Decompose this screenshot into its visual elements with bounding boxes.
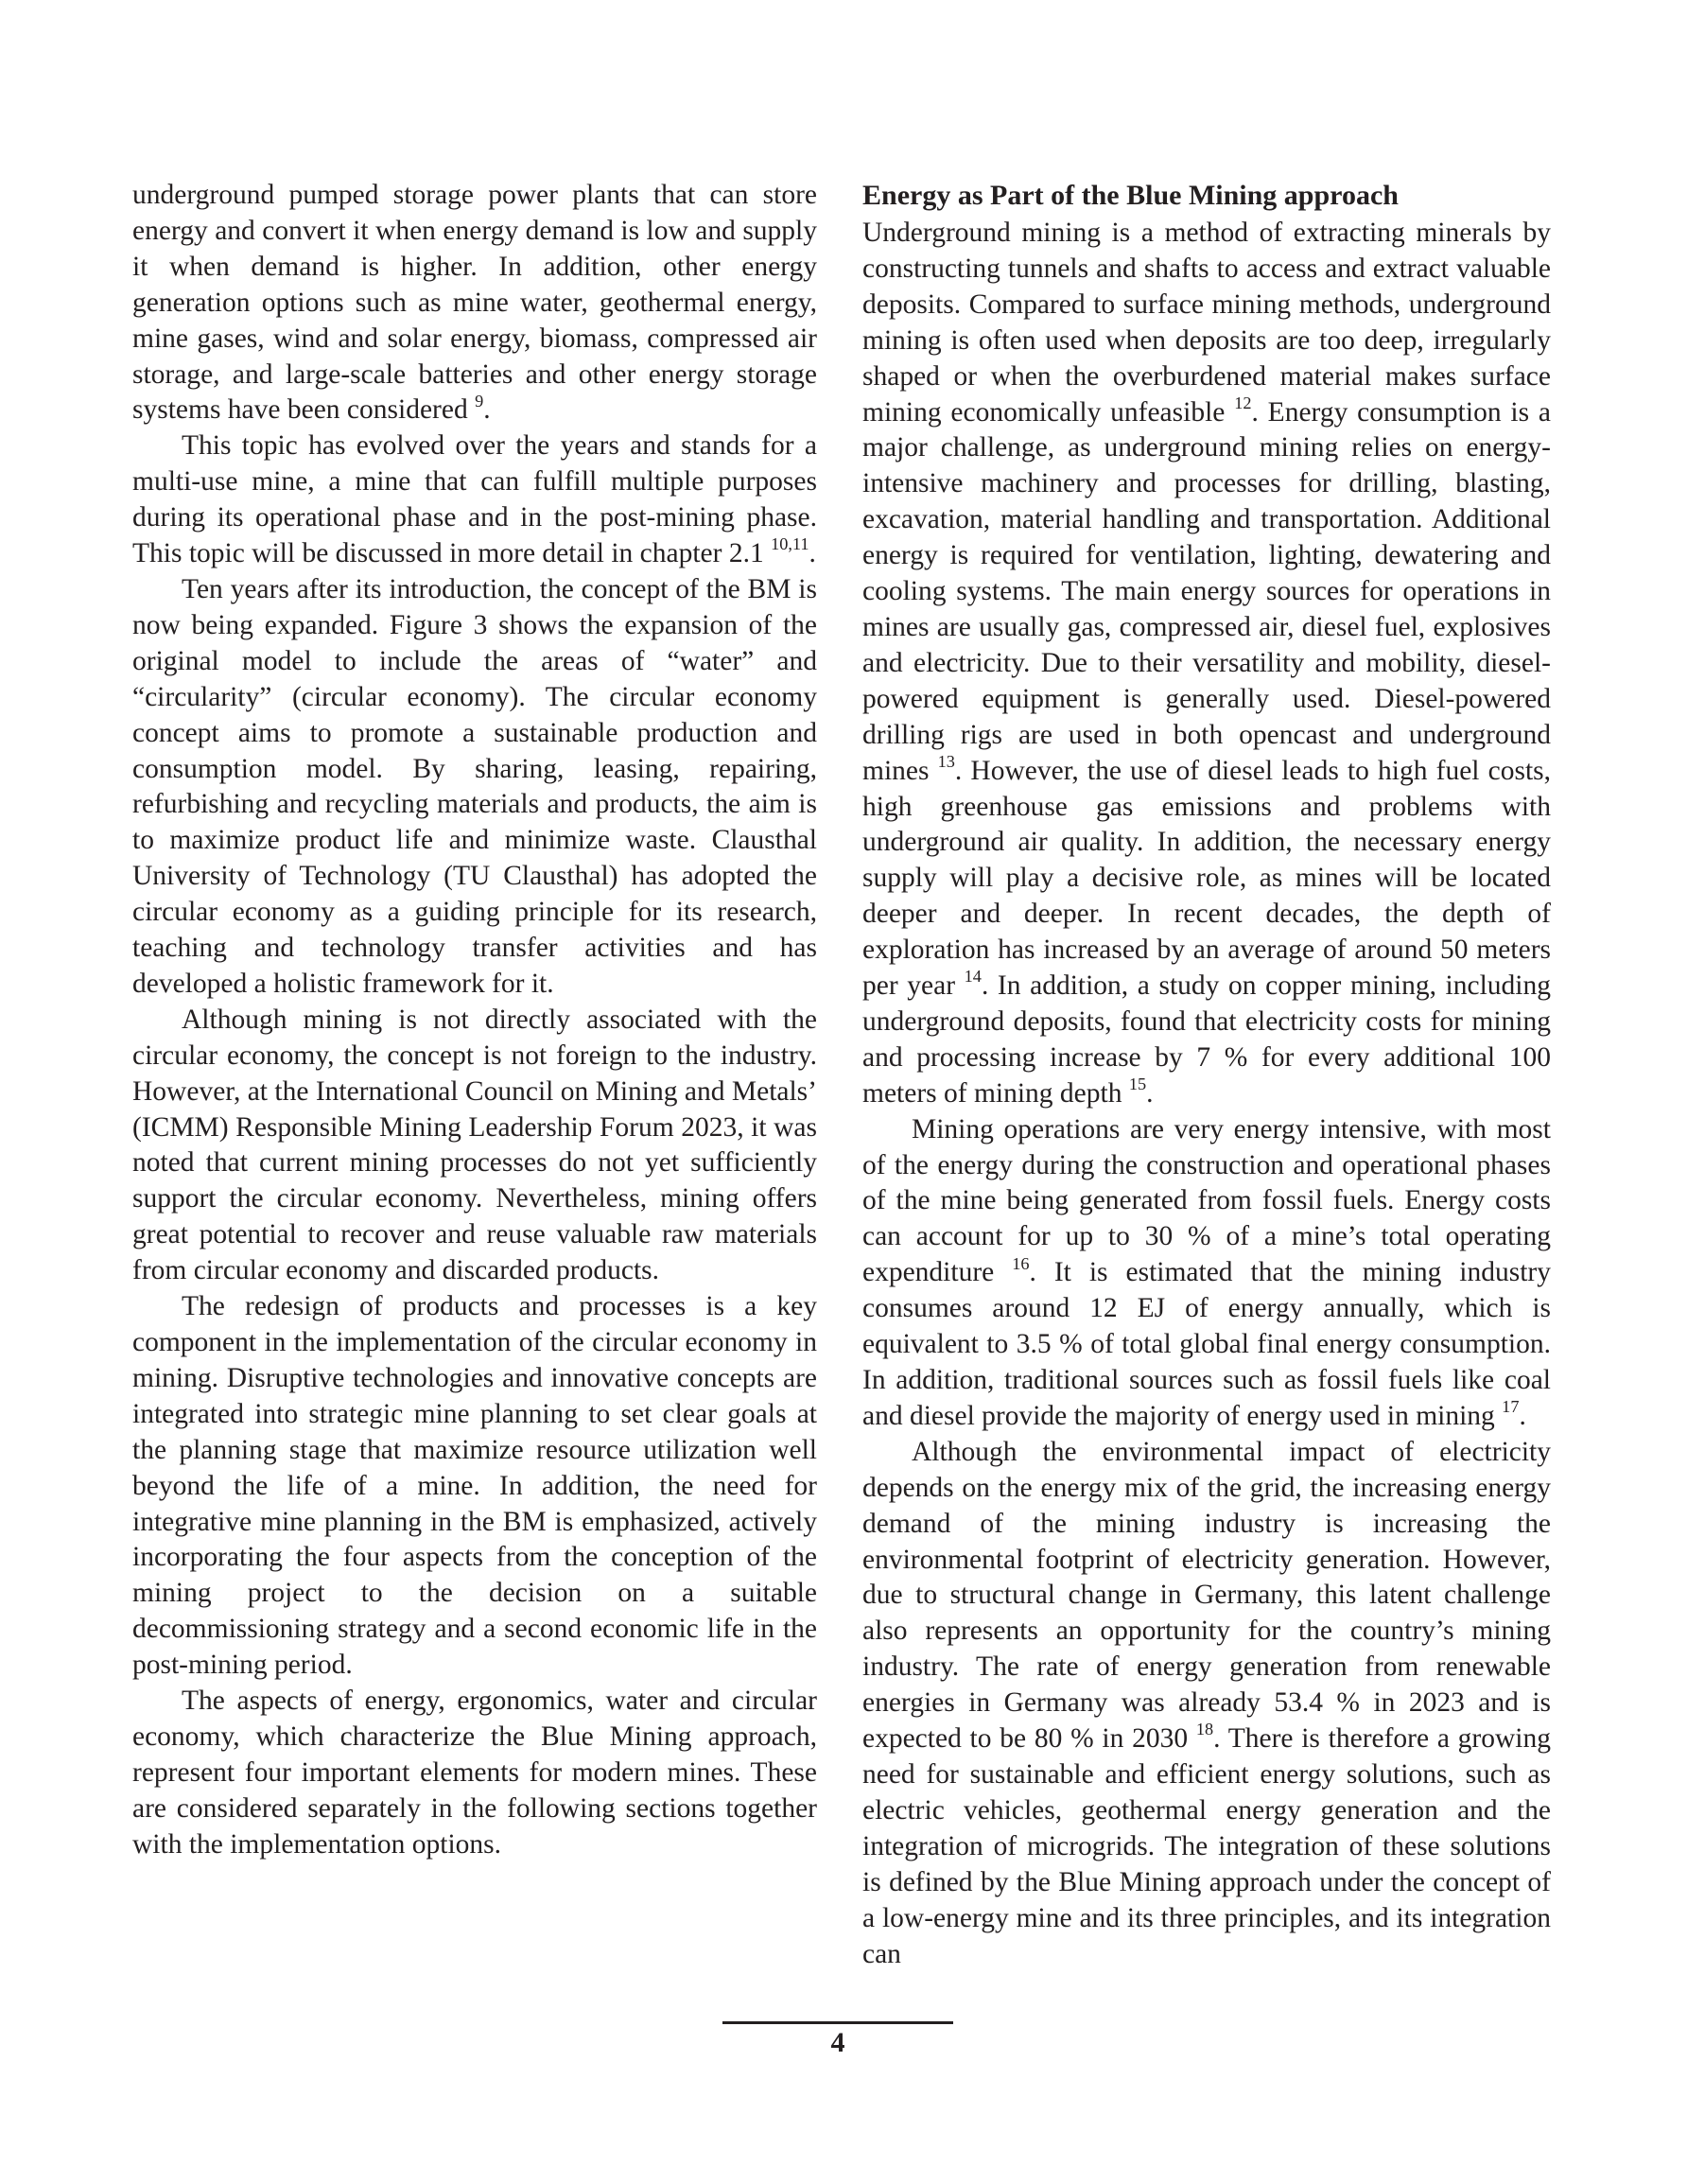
reference-superscript: 12 (1234, 393, 1252, 412)
paragraph: This topic has evolved over the years and stands for a multi-use mine, a mine that can fulfill multiple purposes during its operational phase and in the post-mining phase. This topic will be discussed in more detail in chapter 2.1 $^{10,11}$. (132, 430, 817, 569)
paragraph: Although mining is not directly associated with the circular economy, the concept is not foreign to the industry. However, at the International Council on Mining and Metals’ (ICMM) Responsible Mining Leadership Forum 2023, it was noted that current mining processes do not yet sufficiently support the circular economy. Nevertheless, mining offers great potential to recover and reuse valuable raw materials from circular economy and discarded products. (132, 1004, 817, 1286)
page-number: 4 (830, 2027, 845, 2058)
left-column (132, 178, 817, 1863)
paragraph: Underground mining is a method of extracting minerals by constructing tunnels and shafts to access and extract valuable deposits. Compared to surface mining methods, underground mining is often used when deposits are too deep, irregularly shaped or when the overburdened material makes surface mining economically unfeasible $^{12}$. Energy consumption is a major challenge, as underground mining relies on energy-intensive machinery and processes for drilling, blasting, excavation, material handling and transportation. Additional energy is required for ventilation, lighting, dewatering and cooling systems. The main energy sources for operations in mines are usually gas, compressed air, diesel fuel, explosives and electricity. Due to their versatility and mobility, diesel-powered equipment is generally used. Diesel-powered drilling rigs are used in both opencast and underground mines $^{13}$. However, the use of diesel leads to high fuel costs, high greenhouse gas emissions and problems with underground air quality. In addition, the necessary energy supply will play a decisive role, as mines will be located deeper and deeper. In recent decades, the depth of exploration has increased by an average of around 50 meters per year $^{14}$. In addition, a study on copper mining, including underground deposits, found that electricity costs for mining and processing increase by 7 % for every additional 100 meters of mining depth $^{15}$. (862, 218, 1552, 1109)
right-column (862, 178, 1551, 1972)
reference-superscript: 9 (475, 391, 484, 411)
section-heading: Energy as Part of the Blue Mining approach (862, 180, 1399, 211)
reference-superscript: 10,11 (771, 534, 809, 554)
paragraph: The redesign of products and processes is a key component in the implementation of the circular economy in mining. Disruptive technologies and innovative concepts are integrated into strategic mine planning to set clear goals at the planning stage that maximize resource utilization well beyond the life of a mine. In addition, the need for integrative mine planning in the BM is emphasized, actively incorporating the four aspects from the conception of the mining project to the decision on a suitable decommissioning strategy and a second economic life in the post-mining period. (132, 1291, 817, 1681)
paragraph: The aspects of energy, ergonomics, water and circular economy, which characterize the Blue Mining approach, represent four important elements for modern mines. These are considered separately in the following sections together with the implementation options. (132, 1686, 817, 1860)
reference-superscript: 18 (1195, 1720, 1214, 1739)
paragraph: Ten years after its introduction, the concept of the BM is now being expanded. Figure 3 shows the expansion of the original model to include the areas of “water” and “circularity” (circular economy). The circular economy concept aims to promote a sustainable production and consumption model. By sharing, leasing, repairing, refurbishing and recycling materials and products, the aim is to maximize product life and minimize waste. Clausthal University of Technology (TU Clausthal) has adopted the circular economy as a guiding principle for its research, teaching and technology transfer activities and has developed a holistic framework for it. (132, 573, 817, 999)
reference-superscript: 16 (1012, 1253, 1030, 1273)
paragraph: underground pumped storage power plants that can store energy and convert it when energy demand is low and supply it when demand is higher. In addition, other energy generation options such as mine water, geothermal energy, mine gases, wind and solar energy, biomass, compressed air storage, and large-scale batteries and other energy storage systems have been considered $^9$. (132, 180, 817, 426)
reference-superscript: 15 (1128, 1075, 1147, 1094)
reference-superscript: 13 (937, 751, 955, 771)
paragraph: Although the environmental impact of electricity depends on the energy mix of the grid, the increasing energy demand of the mining industry is increasing the environmental footprint of electricity generation. However, due to structural change in Germany, this latent challenge also represents an opportunity for the country’s mining industry. The rate of energy generation from renewable energies in Germany was already 53.4 % in 2023 and is expected to be 80 % in 2030 $^{18}$. There is therefore a growing need for sustainable and efficient energy solutions, such as electric vehicles, geothermal energy generation and the integration of microgrids. The integration of these solutions is defined by the Blue Mining approach under the concept of a low-energy mine and its three principles, and its integration can (862, 1436, 1551, 1969)
reference-superscript: 14 (964, 967, 982, 987)
paragraph: Mining operations are very energy intensive, with most of the energy during the construction and operational phases of the mine being generated from fossil fuels. Energy costs can account for up to 30 % of a mine’s total operating expenditure $^{16}$. It is estimated that the mining industry consumes around 12 EJ of energy annually, which is equivalent to 3.5 % of total global final energy consumption. In addition, traditional sources such as fossil fuels like coal and diesel provide the majority of energy used in mining $^{17}$. (862, 1113, 1551, 1431)
reference-superscript: 17 (1502, 1397, 1520, 1417)
